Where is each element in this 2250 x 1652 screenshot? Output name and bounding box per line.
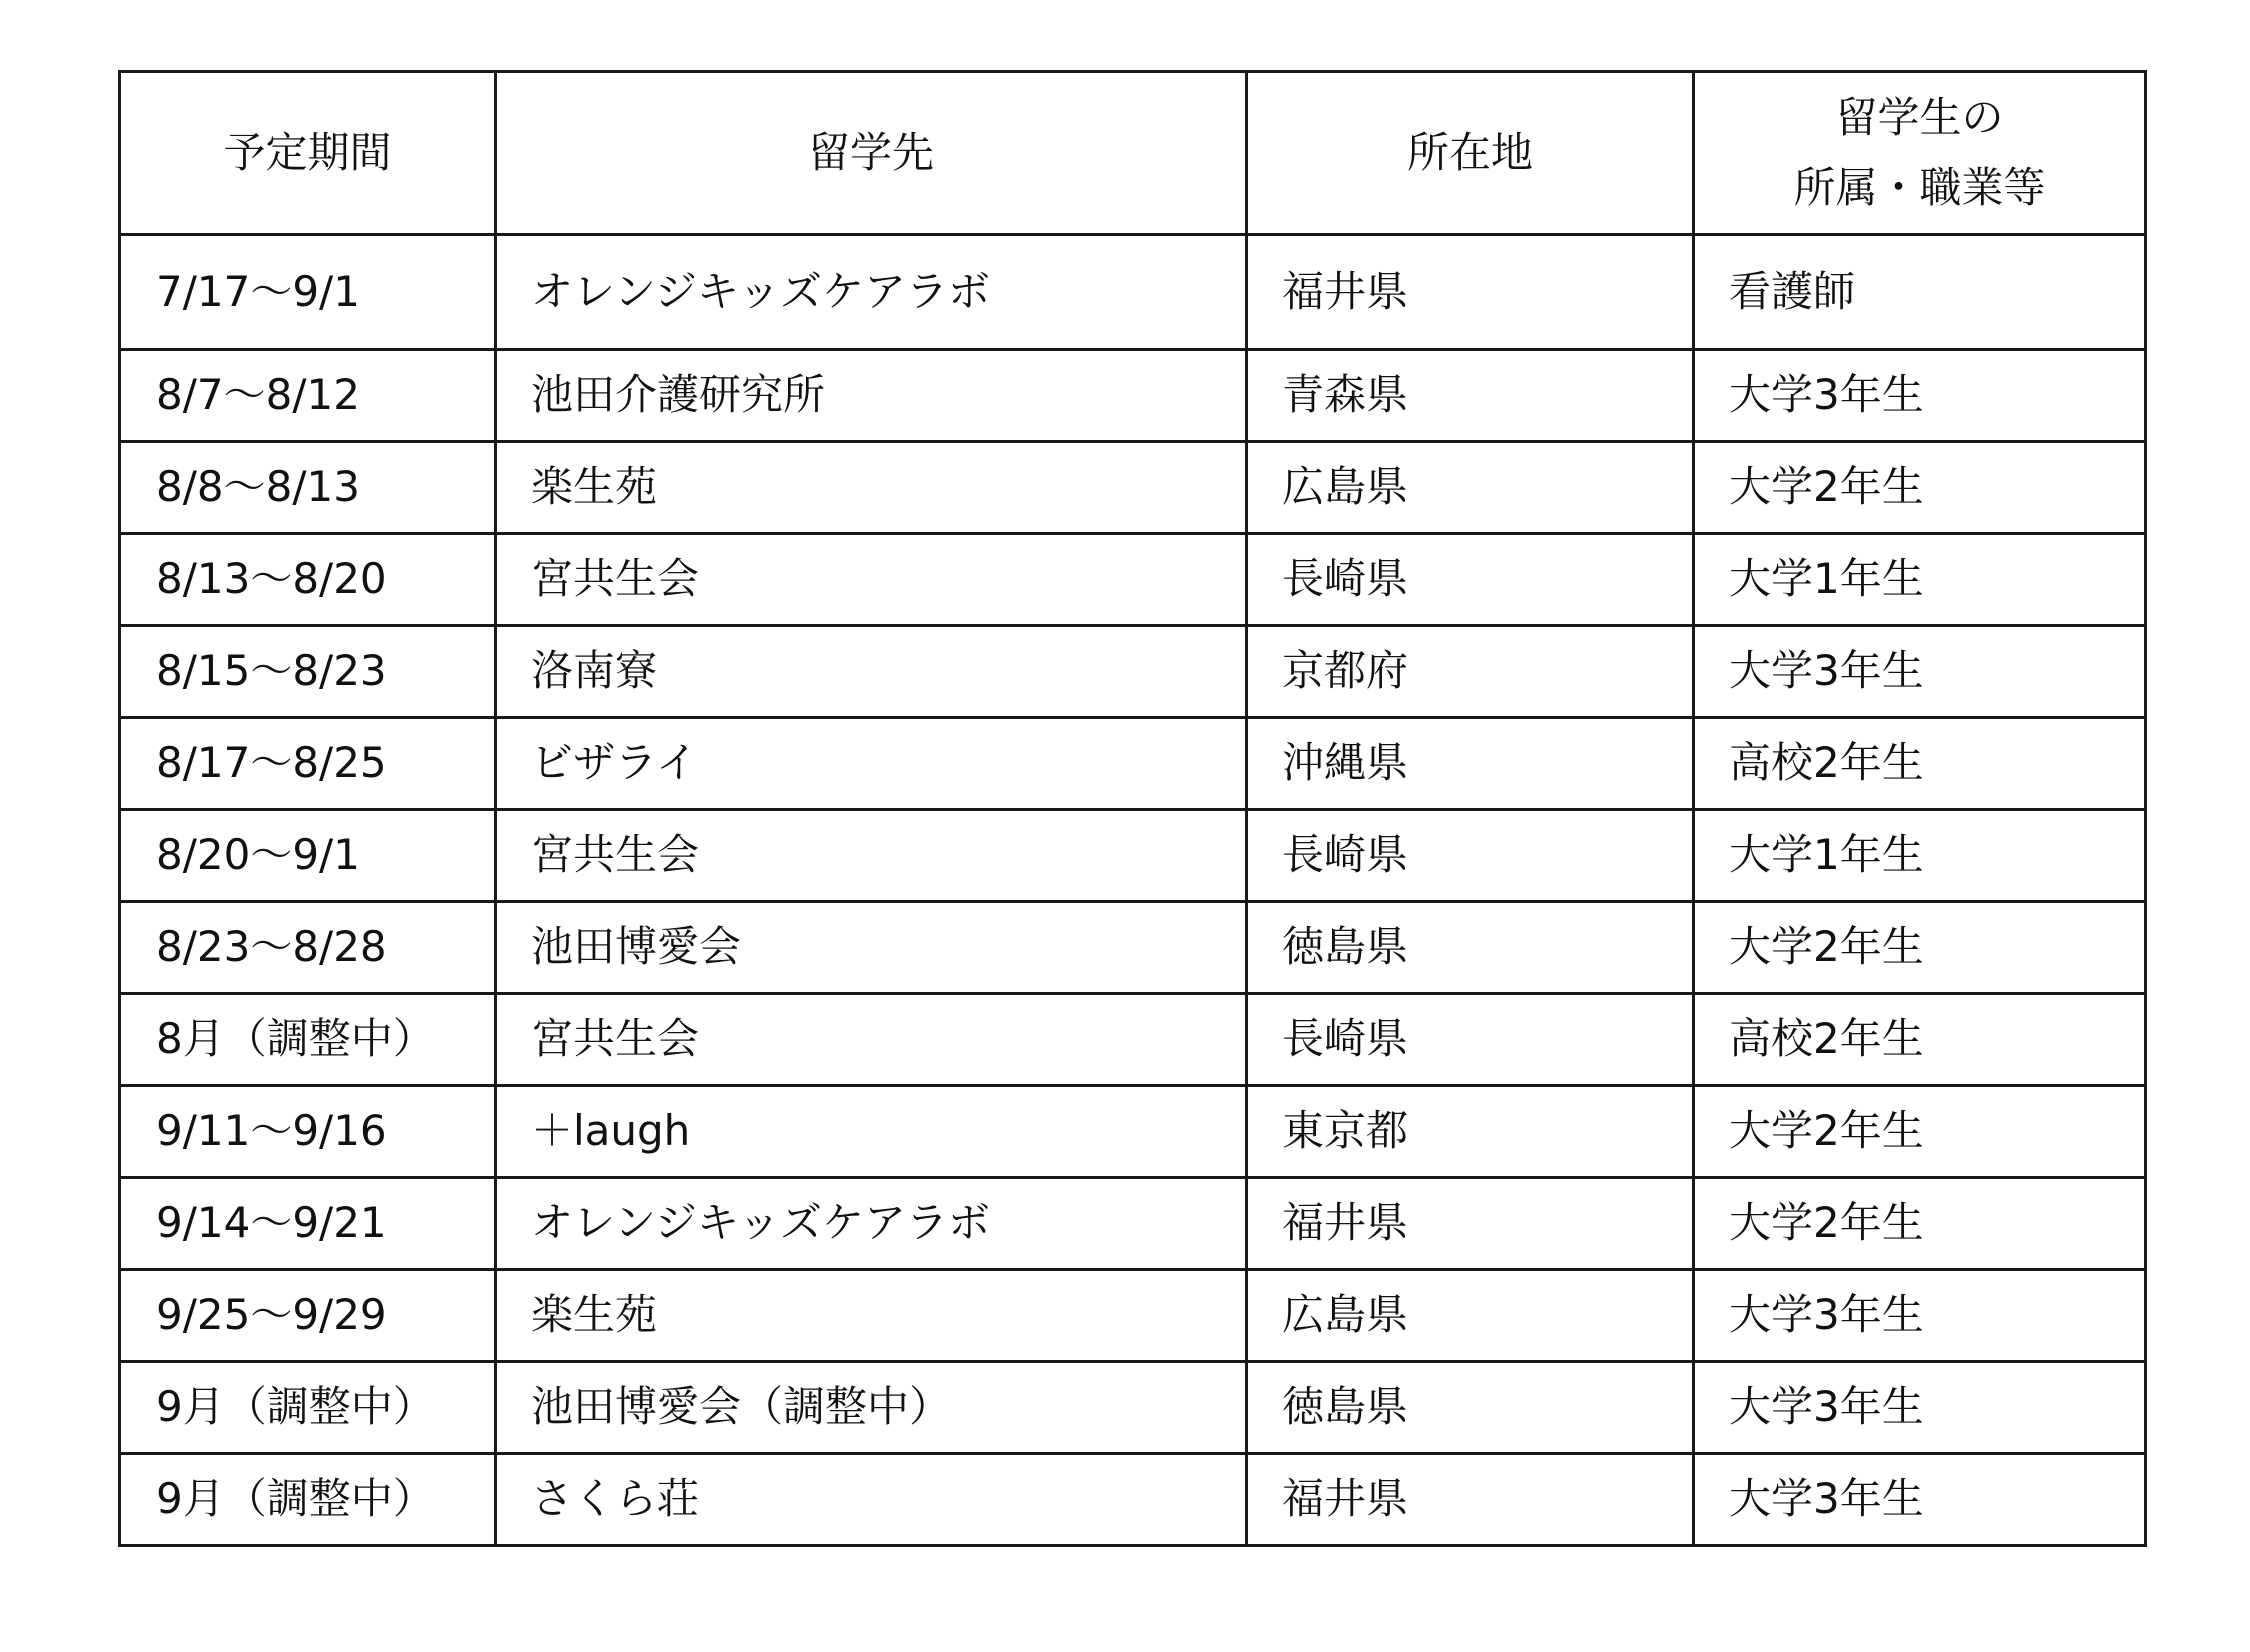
- table-row: [120, 718, 2146, 810]
- cell-destination: 楽生苑: [496, 1270, 1247, 1362]
- table-row: [120, 1086, 2146, 1178]
- header-row: [120, 72, 2146, 235]
- cell-period: 9/25～9/29: [120, 1270, 496, 1362]
- cell-destination: さくら荘: [496, 1454, 1247, 1546]
- cell-location: 沖縄県: [1247, 718, 1694, 810]
- cell-period: 8/20～9/1: [120, 810, 496, 902]
- cell-affiliation: 大学1年生: [1694, 810, 2146, 902]
- cell-location: 長崎県: [1247, 810, 1694, 902]
- cell-affiliation: 大学3年生: [1694, 1454, 2146, 1546]
- cell-destination: 宮共生会: [496, 534, 1247, 626]
- schedule-table: [118, 70, 2147, 1547]
- cell-affiliation: 大学1年生: [1694, 534, 2146, 626]
- table-row: [120, 994, 2146, 1086]
- header-period: 予定期間: [120, 72, 496, 235]
- cell-affiliation: 大学3年生: [1694, 1270, 2146, 1362]
- cell-affiliation: 大学3年生: [1694, 626, 2146, 718]
- cell-destination: オレンジキッズケアラボ: [496, 235, 1247, 350]
- cell-destination: 池田博愛会: [496, 902, 1247, 994]
- table-header: [120, 72, 2146, 235]
- cell-destination: ビザライ: [496, 718, 1247, 810]
- cell-location: 福井県: [1247, 1178, 1694, 1270]
- cell-location: 東京都: [1247, 1086, 1694, 1178]
- cell-period: 7/17～9/1: [120, 235, 496, 350]
- table-row: [120, 626, 2146, 718]
- cell-destination: 宮共生会: [496, 810, 1247, 902]
- cell-affiliation: 大学3年生: [1694, 350, 2146, 442]
- cell-affiliation: 大学3年生: [1694, 1362, 2146, 1454]
- cell-location: 広島県: [1247, 442, 1694, 534]
- header-destination: 留学先: [496, 72, 1247, 235]
- cell-affiliation: 看護師: [1694, 235, 2146, 350]
- table-row: [120, 810, 2146, 902]
- cell-destination: 池田博愛会（調整中）: [496, 1362, 1247, 1454]
- cell-period: 8/7～8/12: [120, 350, 496, 442]
- table-row: [120, 235, 2146, 350]
- cell-location: 青森県: [1247, 350, 1694, 442]
- table-row: [120, 350, 2146, 442]
- cell-location: 福井県: [1247, 1454, 1694, 1546]
- cell-period: 8/13～8/20: [120, 534, 496, 626]
- cell-affiliation: 大学2年生: [1694, 902, 2146, 994]
- cell-affiliation: 大学2年生: [1694, 442, 2146, 534]
- header-location: 所在地: [1247, 72, 1694, 235]
- table-row: [120, 534, 2146, 626]
- cell-period: 9/14～9/21: [120, 1178, 496, 1270]
- cell-period: 8/8～8/13: [120, 442, 496, 534]
- cell-location: 徳島県: [1247, 1362, 1694, 1454]
- table-row: [120, 1454, 2146, 1546]
- cell-location: 長崎県: [1247, 994, 1694, 1086]
- cell-location: 広島県: [1247, 1270, 1694, 1362]
- cell-location: 京都府: [1247, 626, 1694, 718]
- header-affiliation-line2: 所属・職業等: [1793, 163, 2046, 212]
- table-body: [120, 235, 2146, 1546]
- cell-destination: 宮共生会: [496, 994, 1247, 1086]
- cell-affiliation: 大学2年生: [1694, 1178, 2146, 1270]
- cell-period: 8/17～8/25: [120, 718, 496, 810]
- cell-destination: 洛南寮: [496, 626, 1247, 718]
- cell-affiliation: 高校2年生: [1694, 718, 2146, 810]
- table-row: [120, 1362, 2146, 1454]
- header-affiliation: [1694, 72, 2146, 235]
- cell-destination: ＋laugh: [496, 1086, 1247, 1178]
- table-row: [120, 902, 2146, 994]
- header-affiliation-line1: 留学生の: [1835, 93, 2004, 142]
- table-row: [120, 442, 2146, 534]
- cell-location: 徳島県: [1247, 902, 1694, 994]
- cell-destination: オレンジキッズケアラボ: [496, 1178, 1247, 1270]
- cell-destination: 楽生苑: [496, 442, 1247, 534]
- cell-location: 長崎県: [1247, 534, 1694, 626]
- cell-period: 9/11～9/16: [120, 1086, 496, 1178]
- cell-destination: 池田介護研究所: [496, 350, 1247, 442]
- cell-period: 8月（調整中）: [120, 994, 496, 1086]
- cell-affiliation: 大学2年生: [1694, 1086, 2146, 1178]
- cell-location: 福井県: [1247, 235, 1694, 350]
- table-row: [120, 1270, 2146, 1362]
- cell-period: 9月（調整中）: [120, 1362, 496, 1454]
- table-row: [120, 1178, 2146, 1270]
- cell-affiliation: 高校2年生: [1694, 994, 2146, 1086]
- cell-period: 8/23～8/28: [120, 902, 496, 994]
- cell-period: 8/15～8/23: [120, 626, 496, 718]
- cell-period: 9月（調整中）: [120, 1454, 496, 1546]
